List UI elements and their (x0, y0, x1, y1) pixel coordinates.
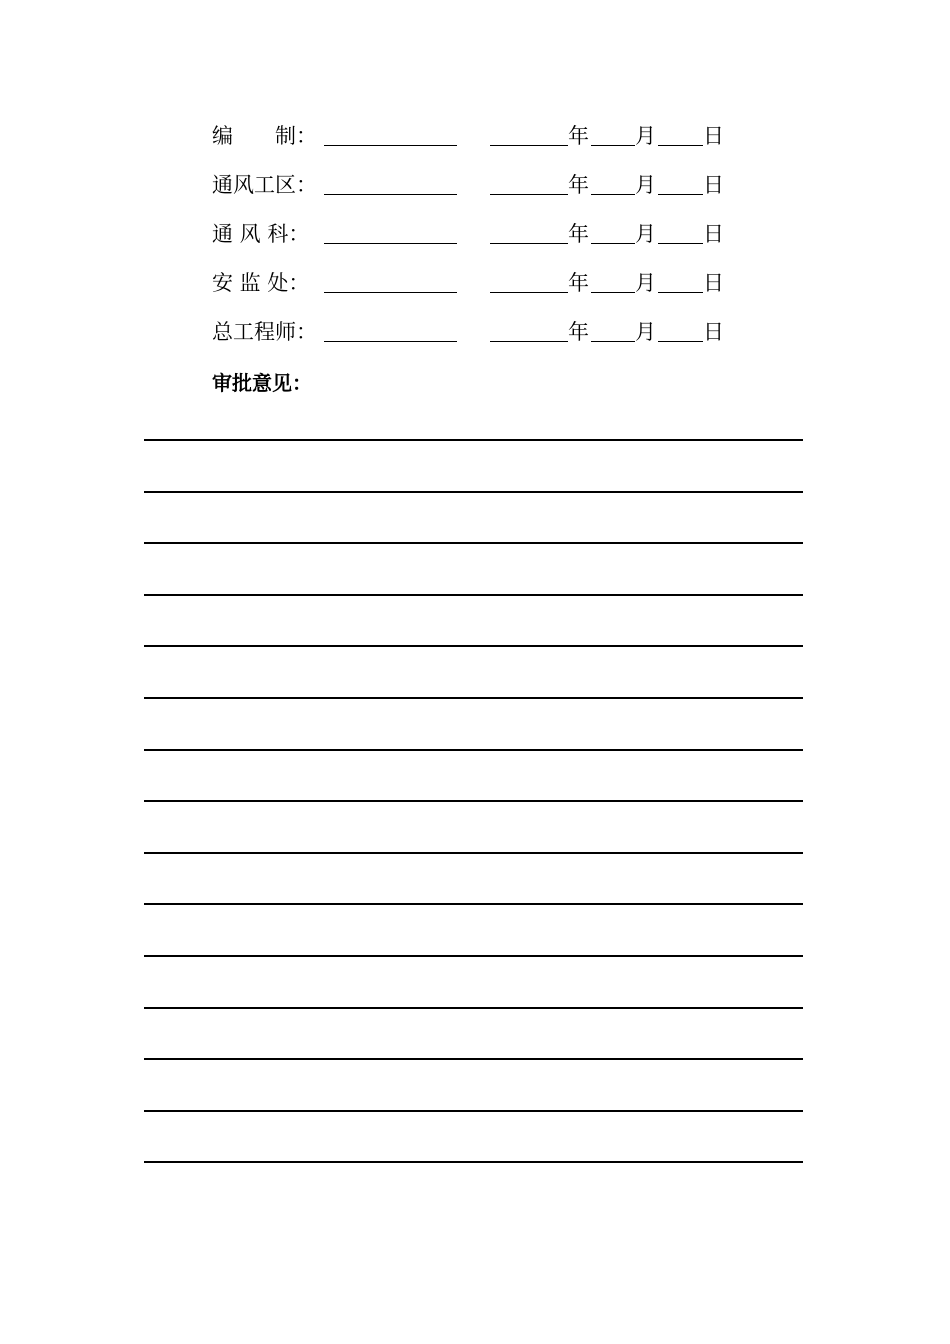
opinion-line[interactable] (144, 903, 803, 905)
year-field[interactable] (490, 194, 568, 195)
day-unit: 日 (703, 124, 724, 148)
opinion-line[interactable] (144, 697, 803, 699)
year-field[interactable] (490, 145, 568, 146)
day-field[interactable] (658, 194, 703, 195)
year-unit: 年 (568, 320, 589, 344)
signoff-label: 通 风 科： (212, 222, 310, 246)
year-field[interactable] (490, 243, 568, 244)
day-field[interactable] (658, 145, 703, 146)
opinion-line[interactable] (144, 542, 803, 544)
opinion-line[interactable] (144, 1161, 803, 1163)
month-unit: 月 (635, 173, 656, 197)
opinion-line[interactable] (144, 1007, 803, 1009)
month-unit: 月 (635, 271, 656, 295)
signoff-row-safety-office (212, 265, 752, 314)
opinion-line[interactable] (144, 594, 803, 596)
signoff-row-compiled (212, 118, 752, 167)
day-unit: 日 (703, 173, 724, 197)
opinion-line[interactable] (144, 439, 803, 441)
opinion-line[interactable] (144, 800, 803, 802)
signoff-label: 总工程师： (212, 320, 317, 344)
signature-field[interactable] (324, 194, 457, 195)
signoff-row-chief-engineer (212, 314, 752, 363)
day-unit: 日 (703, 222, 724, 246)
signoff-label: 通风工区： (212, 173, 317, 197)
year-unit: 年 (568, 173, 589, 197)
day-field[interactable] (658, 341, 703, 342)
month-unit: 月 (635, 320, 656, 344)
year-unit: 年 (568, 222, 589, 246)
month-field[interactable] (591, 194, 635, 195)
opinion-line[interactable] (144, 491, 803, 493)
month-unit: 月 (635, 124, 656, 148)
signoff-label: 安 监 处： (212, 271, 310, 295)
signature-field[interactable] (324, 341, 457, 342)
opinion-line[interactable] (144, 955, 803, 957)
year-unit: 年 (568, 271, 589, 295)
month-field[interactable] (591, 243, 635, 244)
signature-field[interactable] (324, 292, 457, 293)
day-field[interactable] (658, 243, 703, 244)
signoff-label: 编 制： (212, 124, 317, 148)
year-field[interactable] (490, 341, 568, 342)
signature-field[interactable] (324, 145, 457, 146)
day-field[interactable] (658, 292, 703, 293)
signoff-row-ventilation-area (212, 167, 752, 216)
month-field[interactable] (591, 145, 635, 146)
opinion-line[interactable] (144, 749, 803, 751)
year-unit: 年 (568, 124, 589, 148)
opinion-line[interactable] (144, 1110, 803, 1112)
opinion-line[interactable] (144, 852, 803, 854)
month-field[interactable] (591, 292, 635, 293)
month-unit: 月 (635, 222, 656, 246)
opinion-line[interactable] (144, 1058, 803, 1060)
signoff-row-ventilation-section (212, 216, 752, 265)
signature-field[interactable] (324, 243, 457, 244)
month-field[interactable] (591, 341, 635, 342)
approval-opinion-title: 审批意见： (212, 371, 312, 395)
signoff-block (212, 118, 752, 363)
day-unit: 日 (703, 320, 724, 344)
day-unit: 日 (703, 271, 724, 295)
opinion-line[interactable] (144, 645, 803, 647)
year-field[interactable] (490, 292, 568, 293)
